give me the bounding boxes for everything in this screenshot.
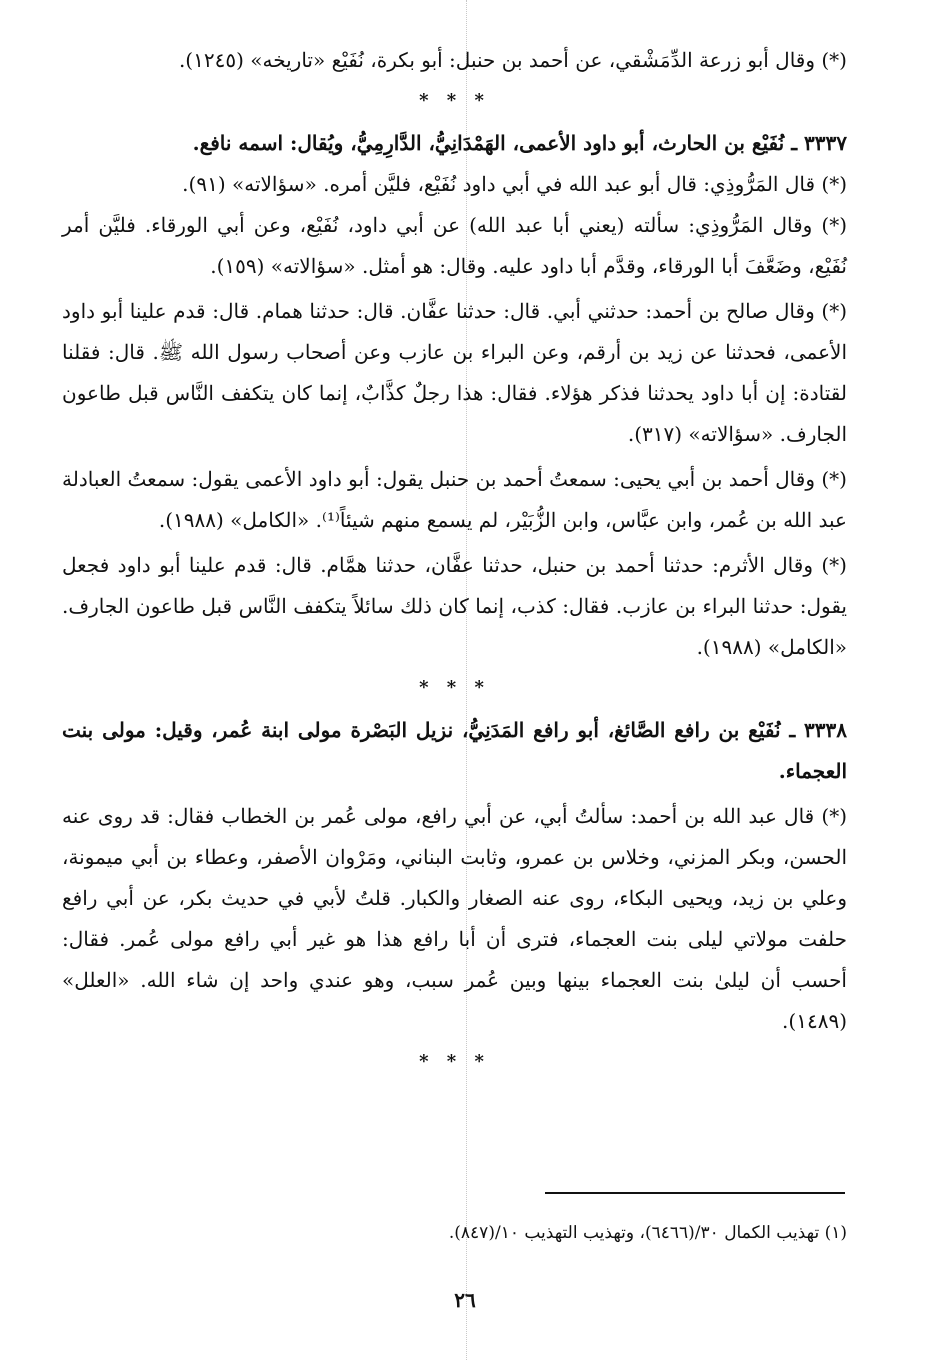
section-separator: * * * [419, 90, 490, 111]
page-number: ٢٦ [454, 1288, 476, 1312]
entry-heading-3337: ٣٣٣٧ ـ نُفَيْع بن الحارث، أبو داود الأعمى، الهَمْدَانِيُّ، الدَّارِمِيُّ، ويُقال: اسمه نافع. [192, 131, 847, 155]
page-body [62, 40, 847, 1084]
footnote: (١) تهذيب الكمال ٣٠/(٦٤٦٦)، وتهذيب التهذيب ١٠/(٨٤٧). [448, 1223, 847, 1243]
paragraph-marrudhi-2: (*) وقال المَرُّوذِي: سألته (يعني أبا عبد الله) عن أبي داود، نُفَيْع، وعن أبي الورقاء. فليَّن أمر نُفَيْع، وضَعَّفَ أبا الورقاء، وقدَّم أبا داود عليه. وقال: هو أمثل. «سؤالاته» (١٥٩). [62, 213, 847, 278]
paragraph-athram: (*) وقال الأثرم: حدثنا أحمد بن حنبل، حدثنا عفَّان، حدثنا همَّام. قال: قدم علينا أبو داود فجعل يقول: حدثنا البراء بن عازب. فقال: كذب، إنما كان ذلك سائلاً يتكفف النَّاس قبل طاعون الجارف. «الكامل» (١٩٨٨). [62, 553, 847, 659]
paragraph-marrudhi-1: (*) قال المَرُّوذِي: قال أبو عبد الله في أبي داود نُفَيْع، فليَّن أمره. «سؤالاته» (٩١). [182, 172, 847, 196]
paragraph-abdullah: (*) قال عبد الله بن أحمد: سألتُ أبي، عن أبي رافع، مولى عُمر بن الخطاب فقال: قد روى عنه الحسن، وبكر المزني، وخلاس بن عمرو، وثابت البناني، ومَرْوان الأصفر، وعطاء بن أبي ميمونة، وعلي بن زيد، ويحيى البكاء، روى عنه الصغار والكبار. قلتُ لأبي في حديث بكر، عن أبي رافع حلفت مولاتي ليلى بنت العجماء، فترى أن أبا رافع هذا هو غير أبي رافع مولى عُمر. فقال: أحسب أن ليلىٰ بنت العجماء بينها وبين عُمر سبب، وهو عندي واحد إن شاء الله. «العلل» (١٤٨٩). [62, 804, 847, 1033]
paragraph-abu-zura: (*) وقال أبو زرعة الدِّمَشْقي، عن أحمد بن حنبل: أبو بكرة، نُفَيْع «تاريخه» (١٢٤٥). [178, 48, 847, 72]
section-separator: * * * [419, 677, 490, 698]
paragraph-ahmad-ibn-abi-yahya: (*) وقال أحمد بن أبي يحيى: سمعتُ أحمد بن حنبل يقول: أبو داود الأعمى يقول: سمعتُ العبادلة عبد الله بن عُمر، وابن عبَّاس، وابن الزُّبَيْر، لم يسمع منهم شيئاً⁽¹⁾. «الكامل» (١٩٨٨). [62, 467, 847, 532]
section-separator: * * * [419, 1051, 490, 1072]
footnote-rule [545, 1192, 845, 1194]
paragraph-salih: (*) وقال صالح بن أحمد: حدثني أبي. قال: حدثنا عفَّان. قال: حدثنا همام. قال: قدم علينا أبو داود الأعمى، فحدثنا عن زيد بن أرقم، وعن البراء بن عازب وعن أصحاب رسول الله ﷺ. قال: فقلنا لقتادة: إن أبا داود يحدثنا فذكر هؤلاء. فقال: هذا رجلٌ كذَّابٌ، إنما كان يتكفف النَّاس قبل طاعون الجارف. «سؤالاته» (٣١٧). [62, 299, 847, 446]
entry-heading-3338: ٣٣٣٨ ـ نُفَيْع بن رافع الصَّائغ، أبو رافع المَدَنِيُّ، نزيل البَصْرة مولى ابنة عُمر، وقيل: مولى بنت العجماء. [62, 718, 847, 783]
